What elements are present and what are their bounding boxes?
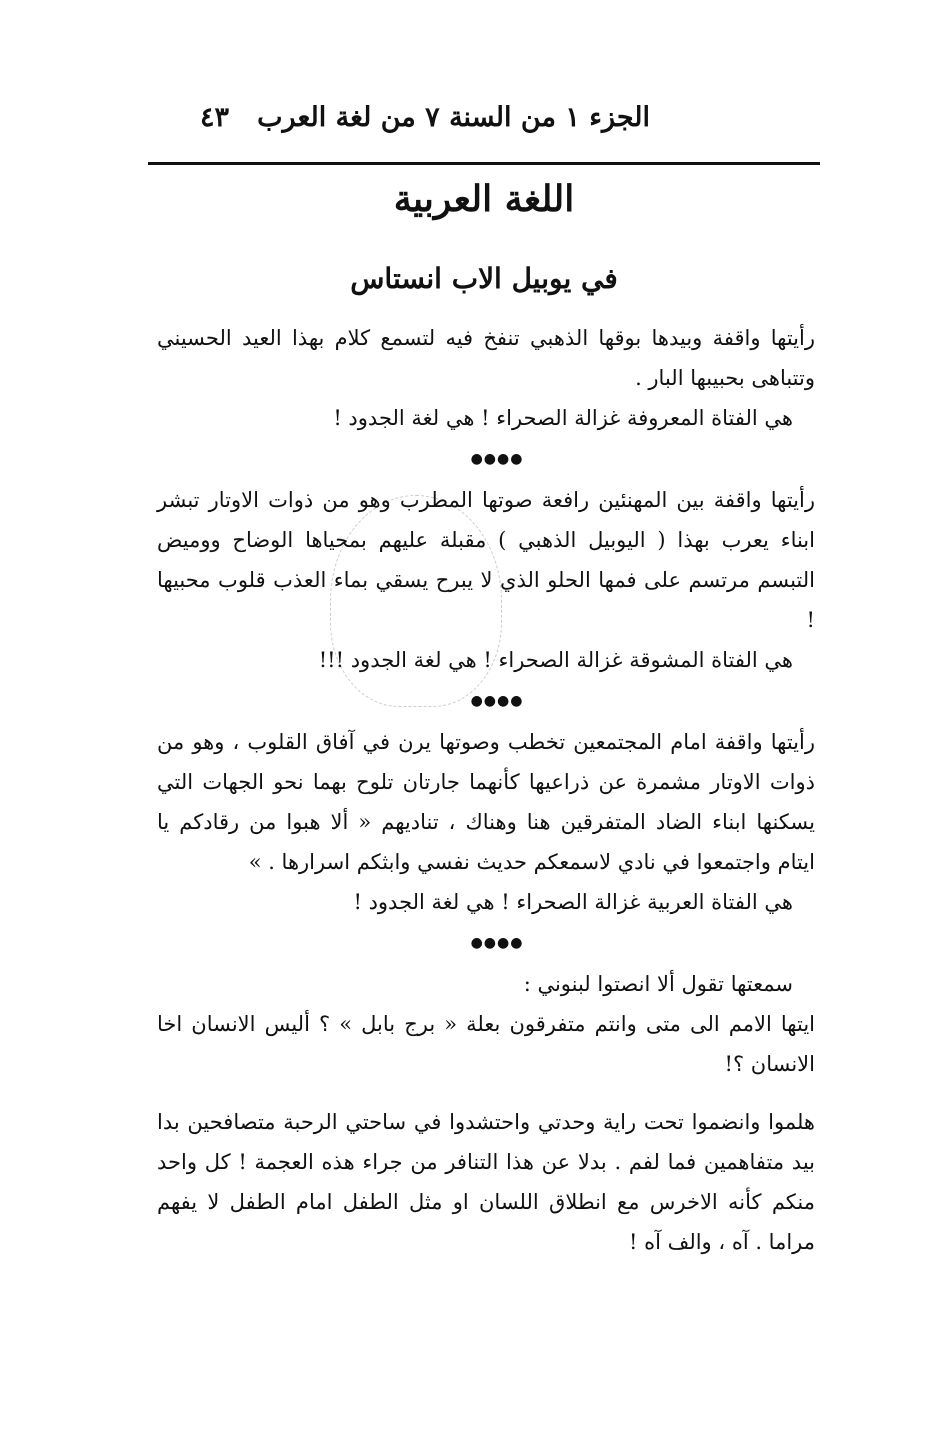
page-number: ٤٣ (200, 101, 230, 133)
section-3-paragraph: رأيتها واقفة امام المجتمعين تخطب وصوتها يرن في آفاق القلوب ، وهو من ذوات الاوتار مشمرة عن ذراعيها كأنهما جارتان تلوح بهما نحو الجهات التي يسكنها ابناء الضاد المتفرقين هنا وهناك ، تناديهم « ألا هبوا من رقادكم يا ايتام واجتمعوا في نادي لاسمعكم حديث نفسي وابثكم اسرارها . » (157, 730, 815, 874)
article-subtitle: في يوبيل الاب انستاس (350, 262, 618, 295)
section-1-paragraph: رأيتها واقفة وبيدها بوقها الذهبي تنفخ فيه لتسمع كلام بهذا العيد الحسيني وتتباهى بحبيبها البار . (157, 326, 815, 390)
section-4-intro: سمعتها تقول ألا انصتوا لبنوني : (523, 972, 793, 996)
section-1-refrain: هي الفتاة المعروفة غزالة الصحراء ! هي لغة الجدود ! (333, 406, 793, 430)
section-separator-2: ●●●● (470, 693, 524, 709)
article-title: اللغة العربية (393, 178, 575, 220)
section-4-paragraph-1: ايتها الامم الى متى وانتم متفرقون بعلة « برج بابل » ؟ أليس الانسان اخا الانسان ؟! (157, 1012, 815, 1076)
page-header (200, 92, 650, 142)
article-body (157, 318, 837, 1262)
section-separator-3: ●●●● (470, 935, 524, 951)
section-2-refrain: هي الفتاة المشوقة غزالة الصحراء ! هي لغة الجدود !!! (318, 648, 793, 672)
running-title: الجزء ١ من السنة ٧ من لغة العرب (257, 101, 650, 133)
section-2-paragraph: رأيتها واقفة بين المهنئين رافعة صوتها المطرب وهو من ذوات الاوتار تبشر ابناء يعرب بهذا ( اليوبيل الذهبي ) مقبلة عليهم بمحياها الوضاح ووميض التبسم مرتسم على فمها الحلو الذي لا يبرح يسقي بماء العذب قلوب محبيها ! (157, 488, 815, 632)
header-rule (148, 162, 820, 165)
section-4-paragraph-2: هلموا وانضموا تحت راية وحدتي واحتشدوا في ساحتي الرحبة متصافحين بدا بيد متفاهمين فما لفم . بدلا عن هذا التنافر من جراء هذه العجمة ! كل واحد منكم كأنه الاخرس مع انطلاق اللسان او مثل الطفل امام الطفل لا يفهم مراما . آه ، والف آه ! (157, 1110, 815, 1254)
section-separator-1: ●●●● (470, 451, 524, 467)
paragraph-gap (157, 1084, 837, 1102)
section-3-refrain: هي الفتاة العربية غزالة الصحراء ! هي لغة الجدود ! (353, 890, 793, 914)
